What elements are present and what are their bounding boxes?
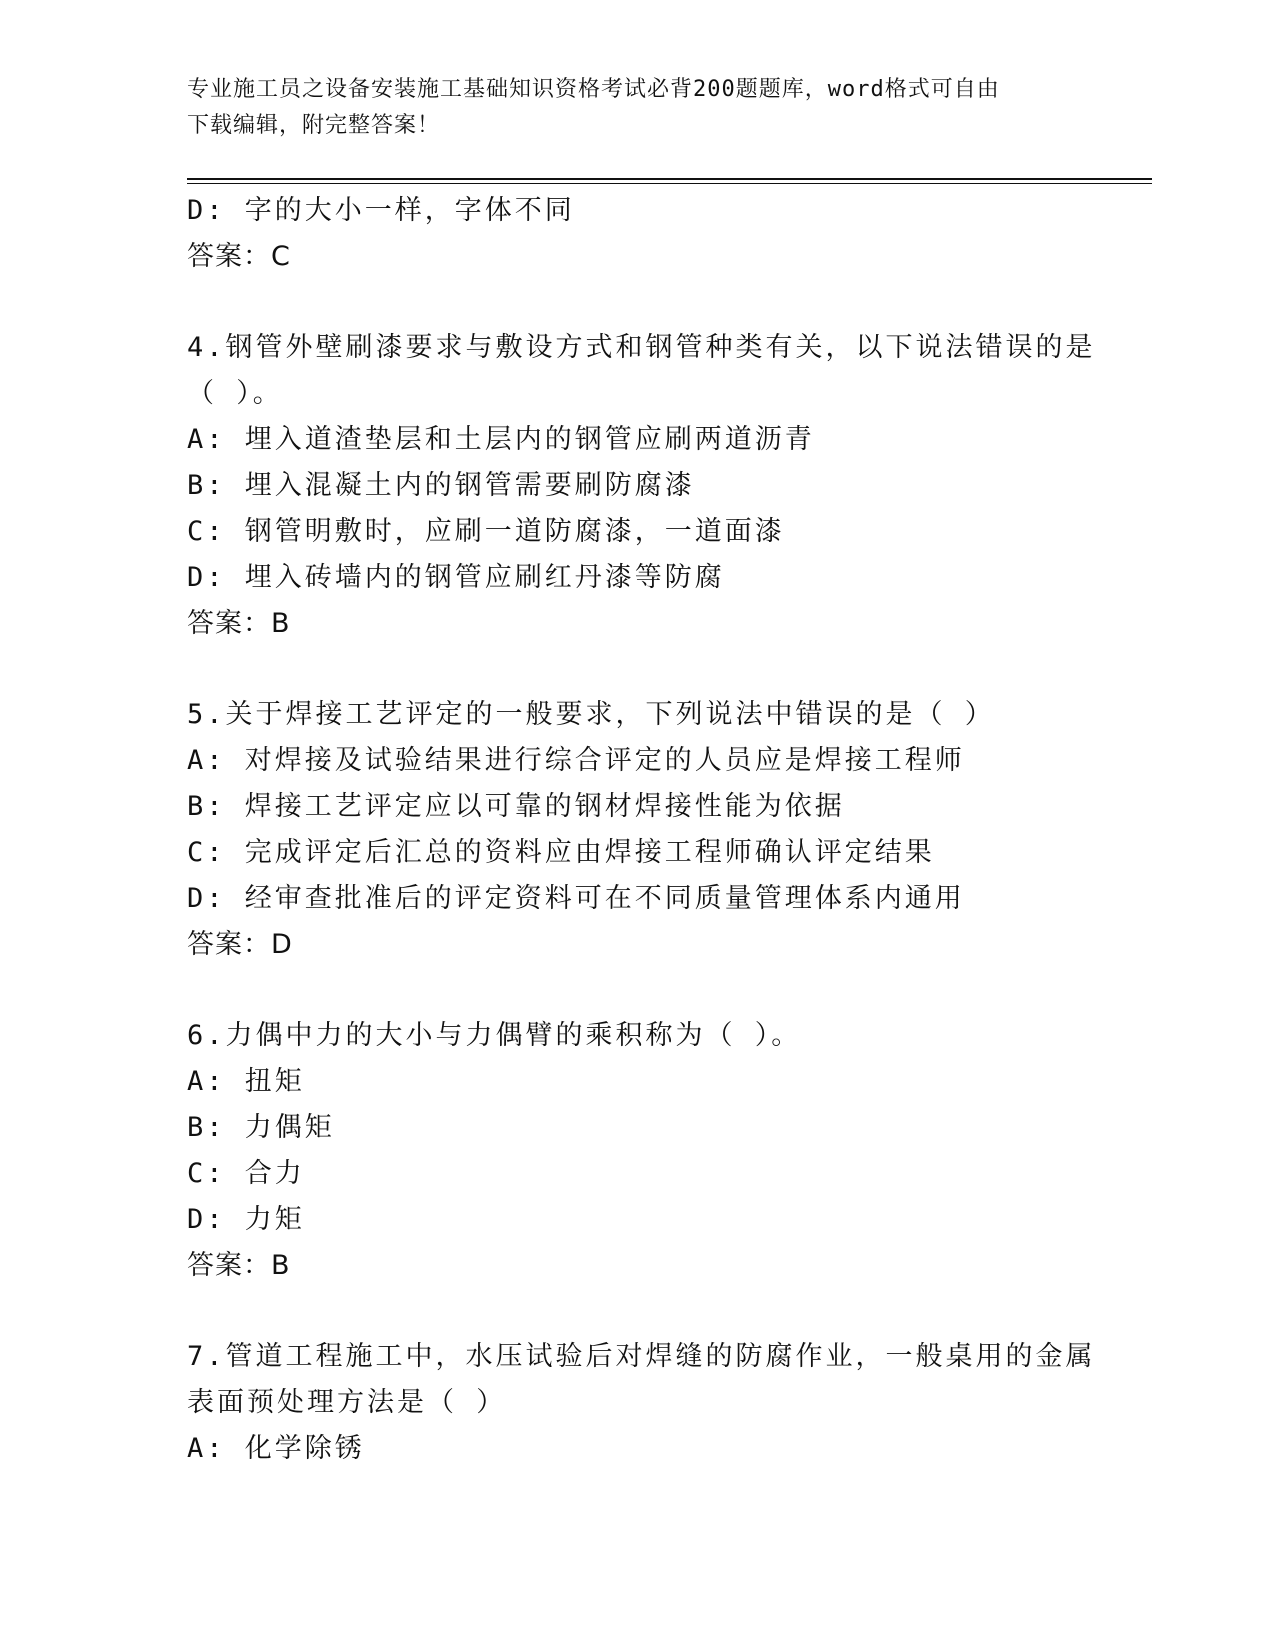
header-divider-thick xyxy=(187,178,1152,180)
option-a: A: 化学除锈 xyxy=(187,1433,365,1464)
question-stem: 5.关于焊接工艺评定的一般要求，下列说法中错误的是（ ） xyxy=(187,699,995,730)
option-c: C: 完成评定后汇总的资料应由焊接工程师确认评定结果 xyxy=(187,837,935,868)
question-list xyxy=(187,188,1096,1472)
option-a: A: 埋入道渣垫层和土层内的钢管应刷两道沥青 xyxy=(187,424,815,455)
option-d: D: 埋入砖墙内的钢管应刷红丹漆等防腐 xyxy=(187,562,725,593)
header-line-2: 下载编辑，附完整答案！ xyxy=(187,113,441,138)
option-d: D: 经审查批准后的评定资料可在不同质量管理体系内通用 xyxy=(187,883,965,914)
option-c: C: 合力 xyxy=(187,1158,305,1189)
question-7 xyxy=(187,1334,1096,1472)
option-d: D: 字的大小一样，字体不同 xyxy=(187,195,575,226)
question-4 xyxy=(187,325,1096,647)
option-b: B: 埋入混凝土内的钢管需要刷防腐漆 xyxy=(187,470,695,501)
question-stem-continued: （ ）。 xyxy=(187,378,283,409)
answer: 答案：C xyxy=(187,241,291,272)
answer: 答案：D xyxy=(187,929,293,960)
question-stem-continued: 表面预处理方法是（ ） xyxy=(187,1387,507,1418)
option-a: A: 扭矩 xyxy=(187,1066,305,1097)
question-6 xyxy=(187,1013,1087,1289)
option-a: A: 对焊接及试验结果进行综合评定的人员应是焊接工程师 xyxy=(187,745,965,776)
option-d: D: 力矩 xyxy=(187,1204,305,1235)
header-line-1: 专业施工员之设备安装施工基础知识资格考试必背200题题库，word格式可自由 xyxy=(187,77,1000,102)
option-b: B: 力偶矩 xyxy=(187,1112,335,1143)
answer: 答案：B xyxy=(187,608,291,639)
option-b: B: 焊接工艺评定应以可靠的钢材焊接性能为依据 xyxy=(187,791,845,822)
question-stem: 6.力偶中力的大小与力偶臂的乘积称为（ ）。 xyxy=(187,1020,802,1051)
answer: 答案：B xyxy=(187,1250,291,1281)
document-header xyxy=(187,72,1087,144)
question-stem: 4.钢管外壁刷漆要求与敷设方式和钢管种类有关，以下说法错误的是 xyxy=(187,332,1096,363)
header-divider-thin xyxy=(187,183,1152,184)
option-c: C: 钢管明敷时，应刷一道防腐漆，一道面漆 xyxy=(187,516,785,547)
question-stem: 7.管道工程施工中，水压试验后对焊缝的防腐作业，一般桌用的金属 xyxy=(187,1341,1096,1372)
question-5 xyxy=(187,692,1087,968)
previous-question-tail xyxy=(187,188,1087,280)
